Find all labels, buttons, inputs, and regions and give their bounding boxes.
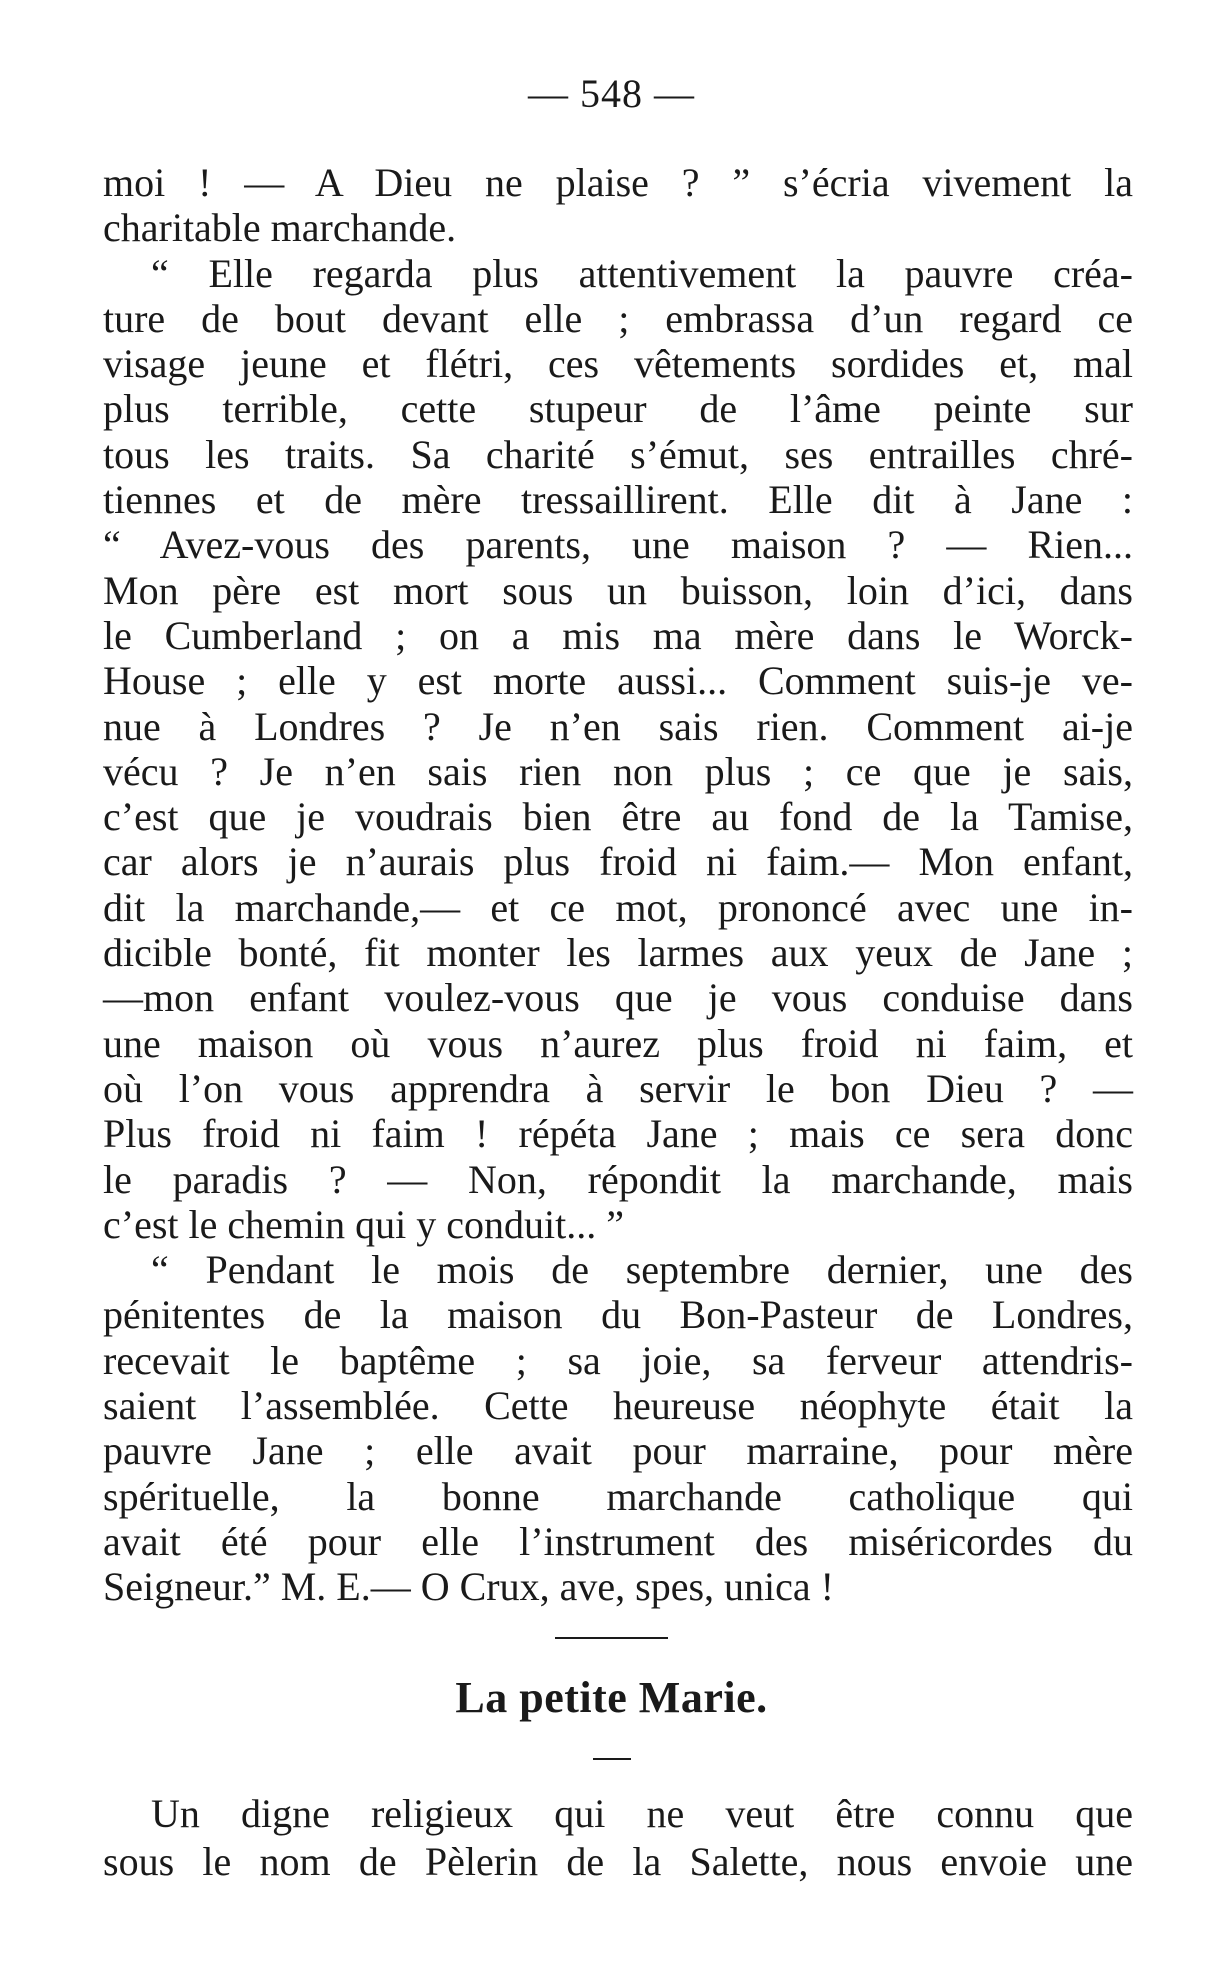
body-line: c’est le chemin qui y conduit... ” (103, 1201, 624, 1247)
section-title: La petite Marie. (455, 1673, 768, 1722)
body-line: recevait le baptême ; sa joie, sa ferveur attendris- (103, 1337, 1133, 1383)
body-line: dit la marchande,— et ce mot, prononcé avec une in- (103, 884, 1133, 930)
body-line: Plus froid ni faim ! répéta Jane ; mais ce sera donc (103, 1111, 1133, 1157)
body-line: Seigneur.” M. E.— O Crux, ave, spes, unica ! (103, 1564, 834, 1610)
body-line: “ Pendant le mois de septembre dernier, une des (151, 1247, 1133, 1293)
body-line: tiennes et de mère tressaillirent. Elle dit à Jane : (103, 477, 1133, 523)
body-line: visage jeune et flétri, ces vêtements sordides et, mal (103, 341, 1133, 387)
body-line: dicible bonté, fit monter les larmes aux yeux de Jane ; (103, 930, 1133, 976)
body-line: plus terrible, cette stupeur de l’âme peinte sur (103, 386, 1133, 432)
section-divider (555, 1637, 668, 1639)
body-line: spérituelle, la bonne marchande catholique qui (103, 1473, 1133, 1519)
body-line: House ; elle y est morte aussi... Comment suis-je ve- (103, 658, 1133, 704)
body-line: Mon père est mort sous un buisson, loin d’ici, dans (103, 567, 1133, 613)
body-line: le paradis ? — Non, répondit la marchande, mais (103, 1156, 1133, 1202)
body-line: “ Elle regarda plus attentivement la pauvre créa- (151, 250, 1133, 296)
section-body (103, 1790, 1133, 1886)
body-line: où l’on vous apprendra à servir le bon Dieu ? — (103, 1065, 1133, 1111)
article-body (103, 160, 1133, 1610)
body-line: ture de bout devant elle ; embrassa d’un regard ce (103, 295, 1133, 341)
body-line: Un digne religieux qui ne veut être connu que (151, 1791, 1133, 1836)
body-line: sous le nom de Pèlerin de la Salette, nous envoie une (103, 1839, 1133, 1884)
body-line: tous les traits. Sa charité s’émut, ses entrailles chré- (103, 431, 1133, 477)
body-line: le Cumberland ; on a mis ma mère dans le Worck- (103, 612, 1133, 658)
body-line: avait été pour elle l’instrument des miséricordes du (103, 1518, 1133, 1564)
body-line: pénitentes de la maison du Bon-Pasteur de Londres, (103, 1292, 1133, 1338)
title-underline (593, 1758, 631, 1760)
body-line: nue à Londres ? Je n’en sais rien. Comment ai-je (103, 703, 1133, 749)
body-line: vécu ? Je n’en sais rien non plus ; ce que je sais, (103, 748, 1133, 794)
body-line: car alors je n’aurais plus froid ni faim.— Mon enfant, (103, 839, 1133, 885)
body-line: une maison où vous n’aurez plus froid ni faim, et (103, 1020, 1133, 1066)
body-line: saient l’assemblée. Cette heureuse néophyte était la (103, 1383, 1133, 1429)
body-line: moi ! — A Dieu ne plaise ? ” s’écria vivement la (103, 160, 1133, 205)
body-line: “ Avez-vous des parents, une maison ? — Rien... (103, 522, 1133, 568)
body-line: c’est que je voudrais bien être au fond de la Tamise, (103, 794, 1133, 840)
page-number: — 548 — (528, 71, 695, 116)
body-line: —mon enfant voulez-vous que je vous conduise dans (103, 975, 1133, 1021)
body-line: charitable marchande. (103, 205, 457, 251)
body-line: pauvre Jane ; elle avait pour marraine, pour mère (103, 1428, 1133, 1474)
